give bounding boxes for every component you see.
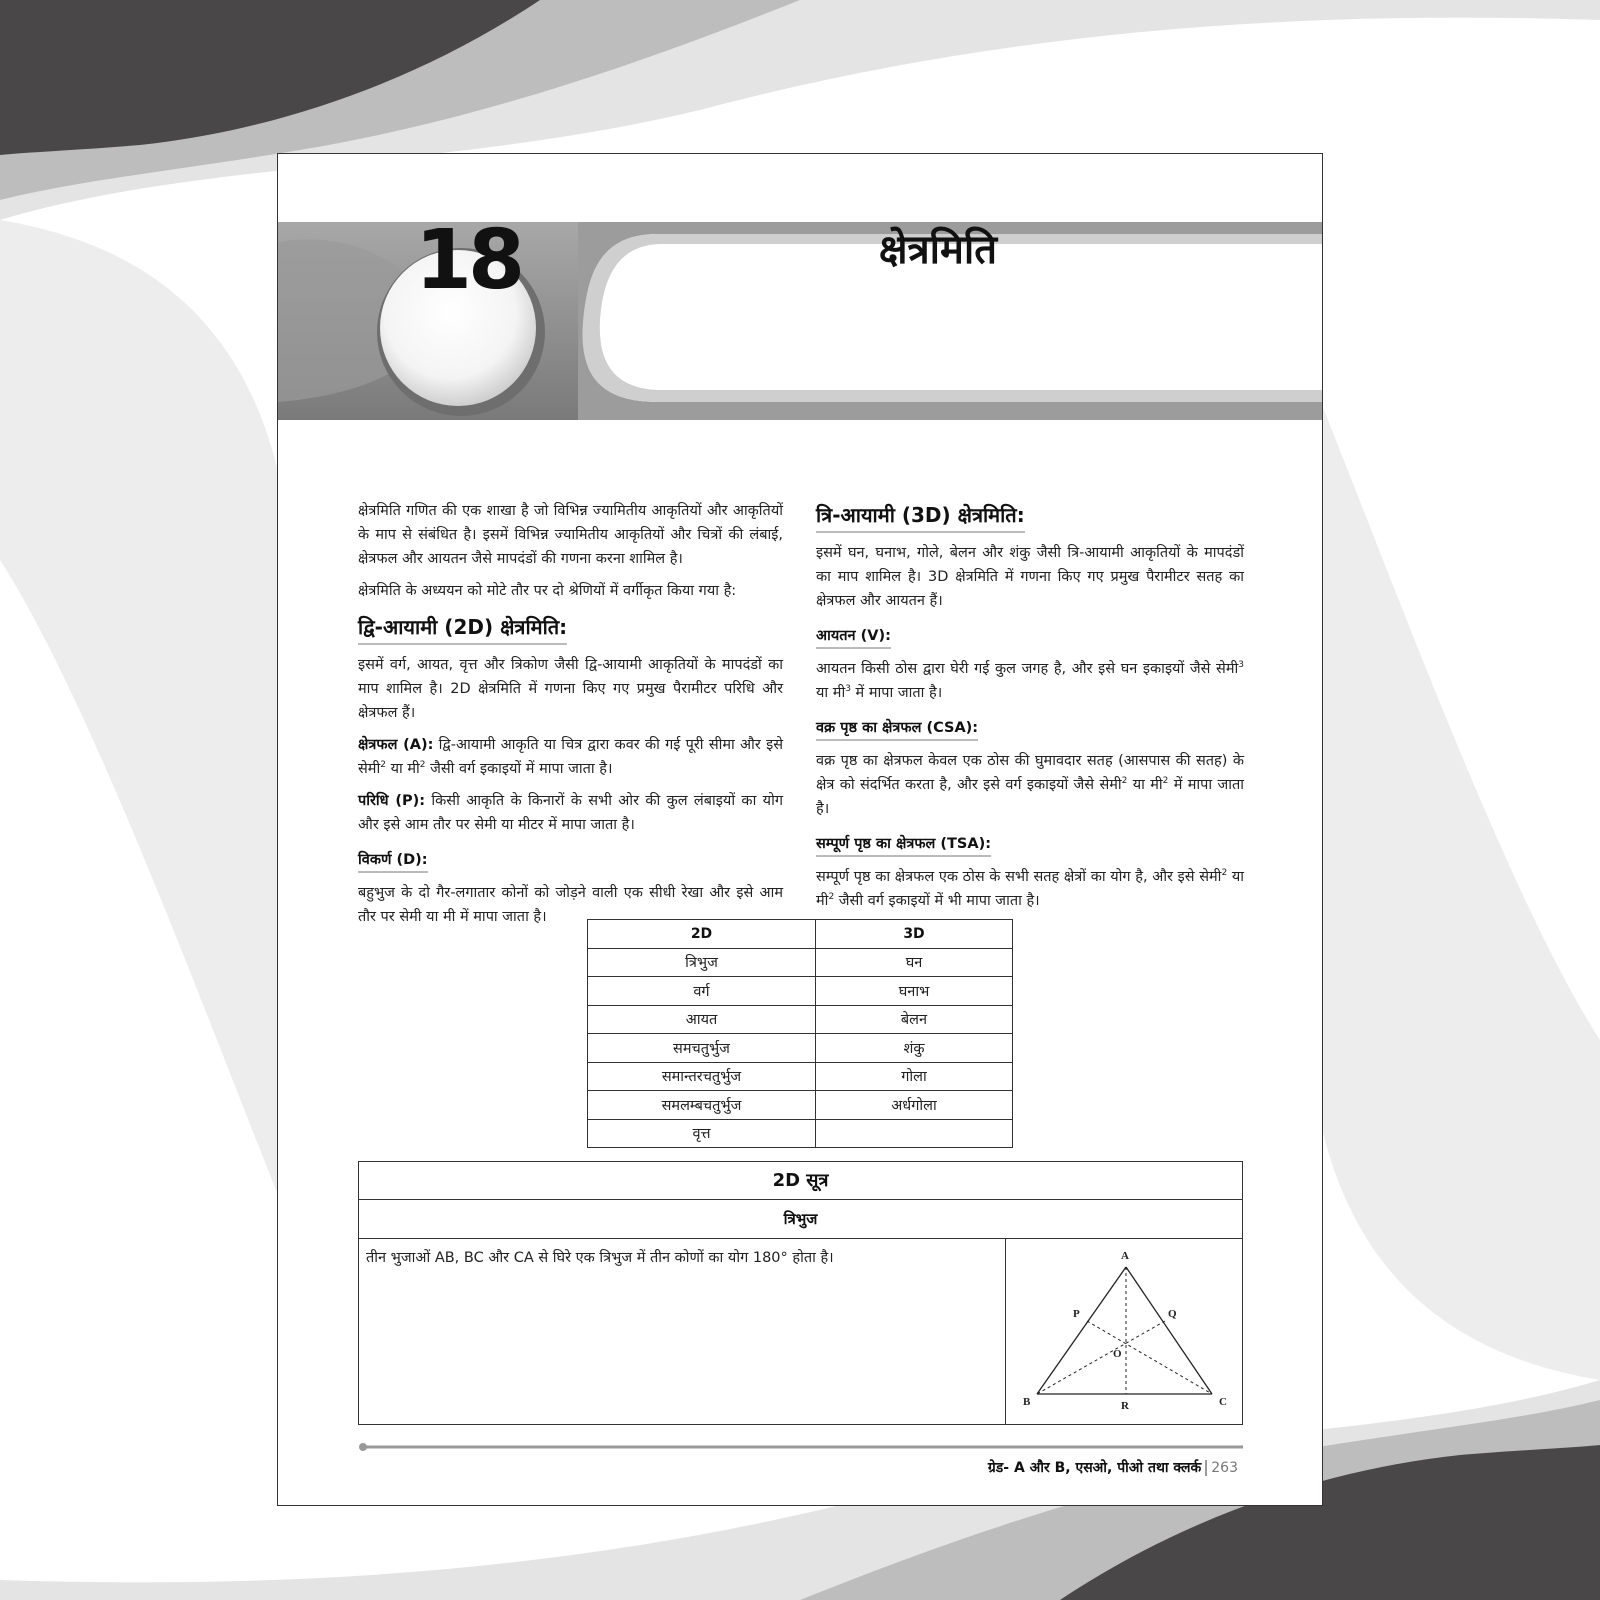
table-row	[588, 1034, 1013, 1063]
volume-sup-2: 3	[845, 684, 851, 695]
chapter-number: 18	[414, 213, 522, 308]
table-cell-2d: समान्तरचतुर्भुज	[588, 1062, 816, 1091]
table-row	[588, 1119, 1013, 1148]
tsa-sup-1: 2	[1221, 868, 1228, 879]
table-cell-3d: बेलन	[816, 1005, 1013, 1034]
tsa-text-3: जैसी वर्ग इकाइयों में भी मापा जाता है।	[834, 893, 1040, 909]
right-column	[816, 499, 1244, 921]
heading-3d-mensuration: त्रि-आयामी (3D) क्षेत्रमिति:	[816, 501, 1025, 533]
table-cell-2d: त्रिभुज	[588, 948, 816, 977]
table-cell-2d: वर्ग	[588, 977, 816, 1006]
label-b: B	[1023, 1396, 1031, 1408]
table-cell-2d: आयत	[588, 1005, 816, 1034]
tsa-text-2: या मी	[816, 869, 1245, 909]
volume-text-3: में मापा जाता है।	[850, 685, 943, 701]
label-a: A	[1121, 1250, 1129, 1262]
heading-2d-mensuration: द्वि-आयामी (2D) क्षेत्रमिति:	[358, 613, 567, 645]
chapter-title: क्षेत्रमिति	[878, 227, 998, 273]
table-row	[588, 977, 1013, 1006]
table-cell-3d: अर्धगोला	[816, 1091, 1013, 1120]
area-term: क्षेत्रफल (A):	[358, 737, 434, 753]
label-p: P	[1073, 1308, 1080, 1320]
tsa-heading: सम्पूर्ण पृष्ठ का क्षेत्रफल (TSA):	[816, 833, 991, 857]
table-row	[588, 1062, 1013, 1091]
csa-definition	[816, 749, 1244, 821]
tsa-definition	[816, 865, 1244, 913]
shapes-table	[587, 919, 1013, 1148]
table-cell-3d: गोला	[816, 1062, 1013, 1091]
left-column	[358, 499, 783, 937]
table-cell-3d: घनाभ	[816, 977, 1013, 1006]
volume-sup-1: 3	[1238, 660, 1244, 671]
perimeter-term: परिधि (P):	[358, 793, 426, 809]
table-cell-2d: समलम्बचतुर्भुज	[588, 1091, 816, 1120]
label-c: C	[1219, 1396, 1227, 1408]
triangle-diagram	[1007, 1239, 1242, 1424]
volume-text-2: या मी	[816, 685, 846, 701]
diagonal-heading: विकर्ण (D):	[358, 849, 428, 873]
perimeter-definition	[358, 789, 783, 837]
page-number: 263	[1205, 1460, 1238, 1476]
volume-text-1: आयतन किसी ठोस द्वारा घेरी गई कुल जगह है, और इसे घन इकाइयों जैसे सेमी	[816, 661, 1239, 677]
tsa-sup-2: 2	[828, 892, 835, 903]
csa-text-2: या मी	[1127, 777, 1163, 793]
label-q: Q	[1168, 1308, 1177, 1320]
table-row	[588, 1005, 1013, 1034]
table-header-row	[588, 920, 1013, 949]
label-r: R	[1121, 1400, 1129, 1412]
csa-heading: वक्र पृष्ठ का क्षेत्रफल (CSA):	[816, 717, 978, 741]
median-bq	[1037, 1321, 1165, 1394]
table-cell-3d: घन	[816, 948, 1013, 977]
intro-classification: क्षेत्रमिति के अध्ययन को मोटे तौर पर दो श्रेणियों में वर्गीकृत किया गया है:	[358, 583, 737, 599]
area-text-2: या मी	[385, 761, 420, 777]
area-sup-2: 2	[419, 760, 426, 771]
paragraph-2d: इसमें वर्ग, आयत, वृत्त और त्रिकोण जैसी द्वि-आयामी आकृतियों के मापदंडों का माप शामिल है। 2D क्षेत्रमिति में गणना किए गए प्रमुख पैरामीटर परिधि और क्षेत्रफल हैं।	[358, 657, 783, 721]
tsa-text-1: सम्पूर्ण पृष्ठ का क्षेत्रफल एक ठोस के सभी सतह क्षेत्रों का योग है, और इसे सेमी	[816, 869, 1222, 885]
formula-box-title: 2D सूत्र	[359, 1162, 1242, 1200]
area-definition	[358, 733, 783, 781]
csa-text-3: में मापा जाता है।	[816, 777, 1244, 817]
table-header-3d: 3D	[816, 920, 1013, 949]
csa-sup-1: 2	[1121, 776, 1128, 787]
side-ac	[1126, 1267, 1212, 1394]
median-cp	[1087, 1321, 1212, 1394]
area-text-1: द्वि-आयामी आकृति या चित्र द्वारा कवर की गई पूरी सीमा और इसे सेमी	[358, 737, 784, 777]
intro-paragraph: क्षेत्रमिति गणित की एक शाखा है जो विभिन्न ज्यामितीय आकृतियों और आकृतियों के माप से संबंधित है। इसमें विभिन्न ज्यामितीय आकृतियों और चित्रों की लंबाई, क्षेत्रफल और आयतन जैसे मापदंडों की गणना करना शामिल है।	[358, 503, 783, 567]
area-text-3: जैसी वर्ग इकाइयों में मापा जाता है।	[425, 761, 613, 777]
table-cell-2d: वृत्त	[588, 1119, 816, 1148]
table-row	[588, 1091, 1013, 1120]
area-sup-1: 2	[380, 760, 386, 771]
footer	[988, 1456, 1238, 1480]
diagonal-definition: बहुभुज के दो गैर-लगातार कोनों को जोड़ने वाली एक सीधी रेखा और इसे आम तौर पर सेमी या मी में मापा जाता है।	[358, 885, 783, 925]
perimeter-text: किसी आकृति के किनारों के सभी ओर की कुल लंबाइयों का योग और इसे आम तौर पर सेमी या मीटर में मापा जाता है।	[358, 793, 783, 833]
footer-rule	[358, 1442, 1243, 1452]
formula-box	[358, 1161, 1243, 1425]
table-cell-2d: समचतुर्भुज	[588, 1034, 816, 1063]
side-ab	[1037, 1267, 1126, 1394]
footer-exam-name: ग्रेड- A और B, एसओ, पीओ तथा क्लर्क	[987, 1460, 1202, 1476]
csa-text-1: वक्र पृष्ठ का क्षेत्रफल केवल एक ठोस की घुमावदार सतह (आसपास की सतह) के क्षेत्र को संदर्भित करता है, और इसे वर्ग इकाइयों जैसे सेमी	[816, 753, 1244, 793]
table-header-2d: 2D	[588, 920, 816, 949]
table-cell-3d: शंकु	[816, 1034, 1013, 1063]
table-row	[588, 948, 1013, 977]
volume-heading: आयतन (V):	[816, 625, 891, 649]
table-cell-3d	[816, 1119, 1013, 1148]
triangle-angle-sum-text: तीन भुजाओं AB, BC और CA से घिरे एक त्रिभुज में तीन कोणों का योग 180° होता है।	[359, 1239, 1006, 1424]
volume-definition	[816, 657, 1244, 705]
paragraph-3d: इसमें घन, घनाभ, गोले, बेलन और शंकु जैसी त्रि-आयामी आकृतियों के मापदंडों का माप शामिल है। 3D क्षेत्रमिति में गणना किए गए प्रमुख पैरामीटर सतह का क्षेत्रफल और आयतन हैं।	[816, 545, 1244, 609]
csa-sup-2: 2	[1162, 776, 1169, 787]
formula-box-subtitle: त्रिभुज	[359, 1200, 1242, 1239]
label-o: O	[1113, 1348, 1122, 1360]
document-page	[277, 153, 1323, 1506]
triangle-figure	[1007, 1239, 1242, 1424]
